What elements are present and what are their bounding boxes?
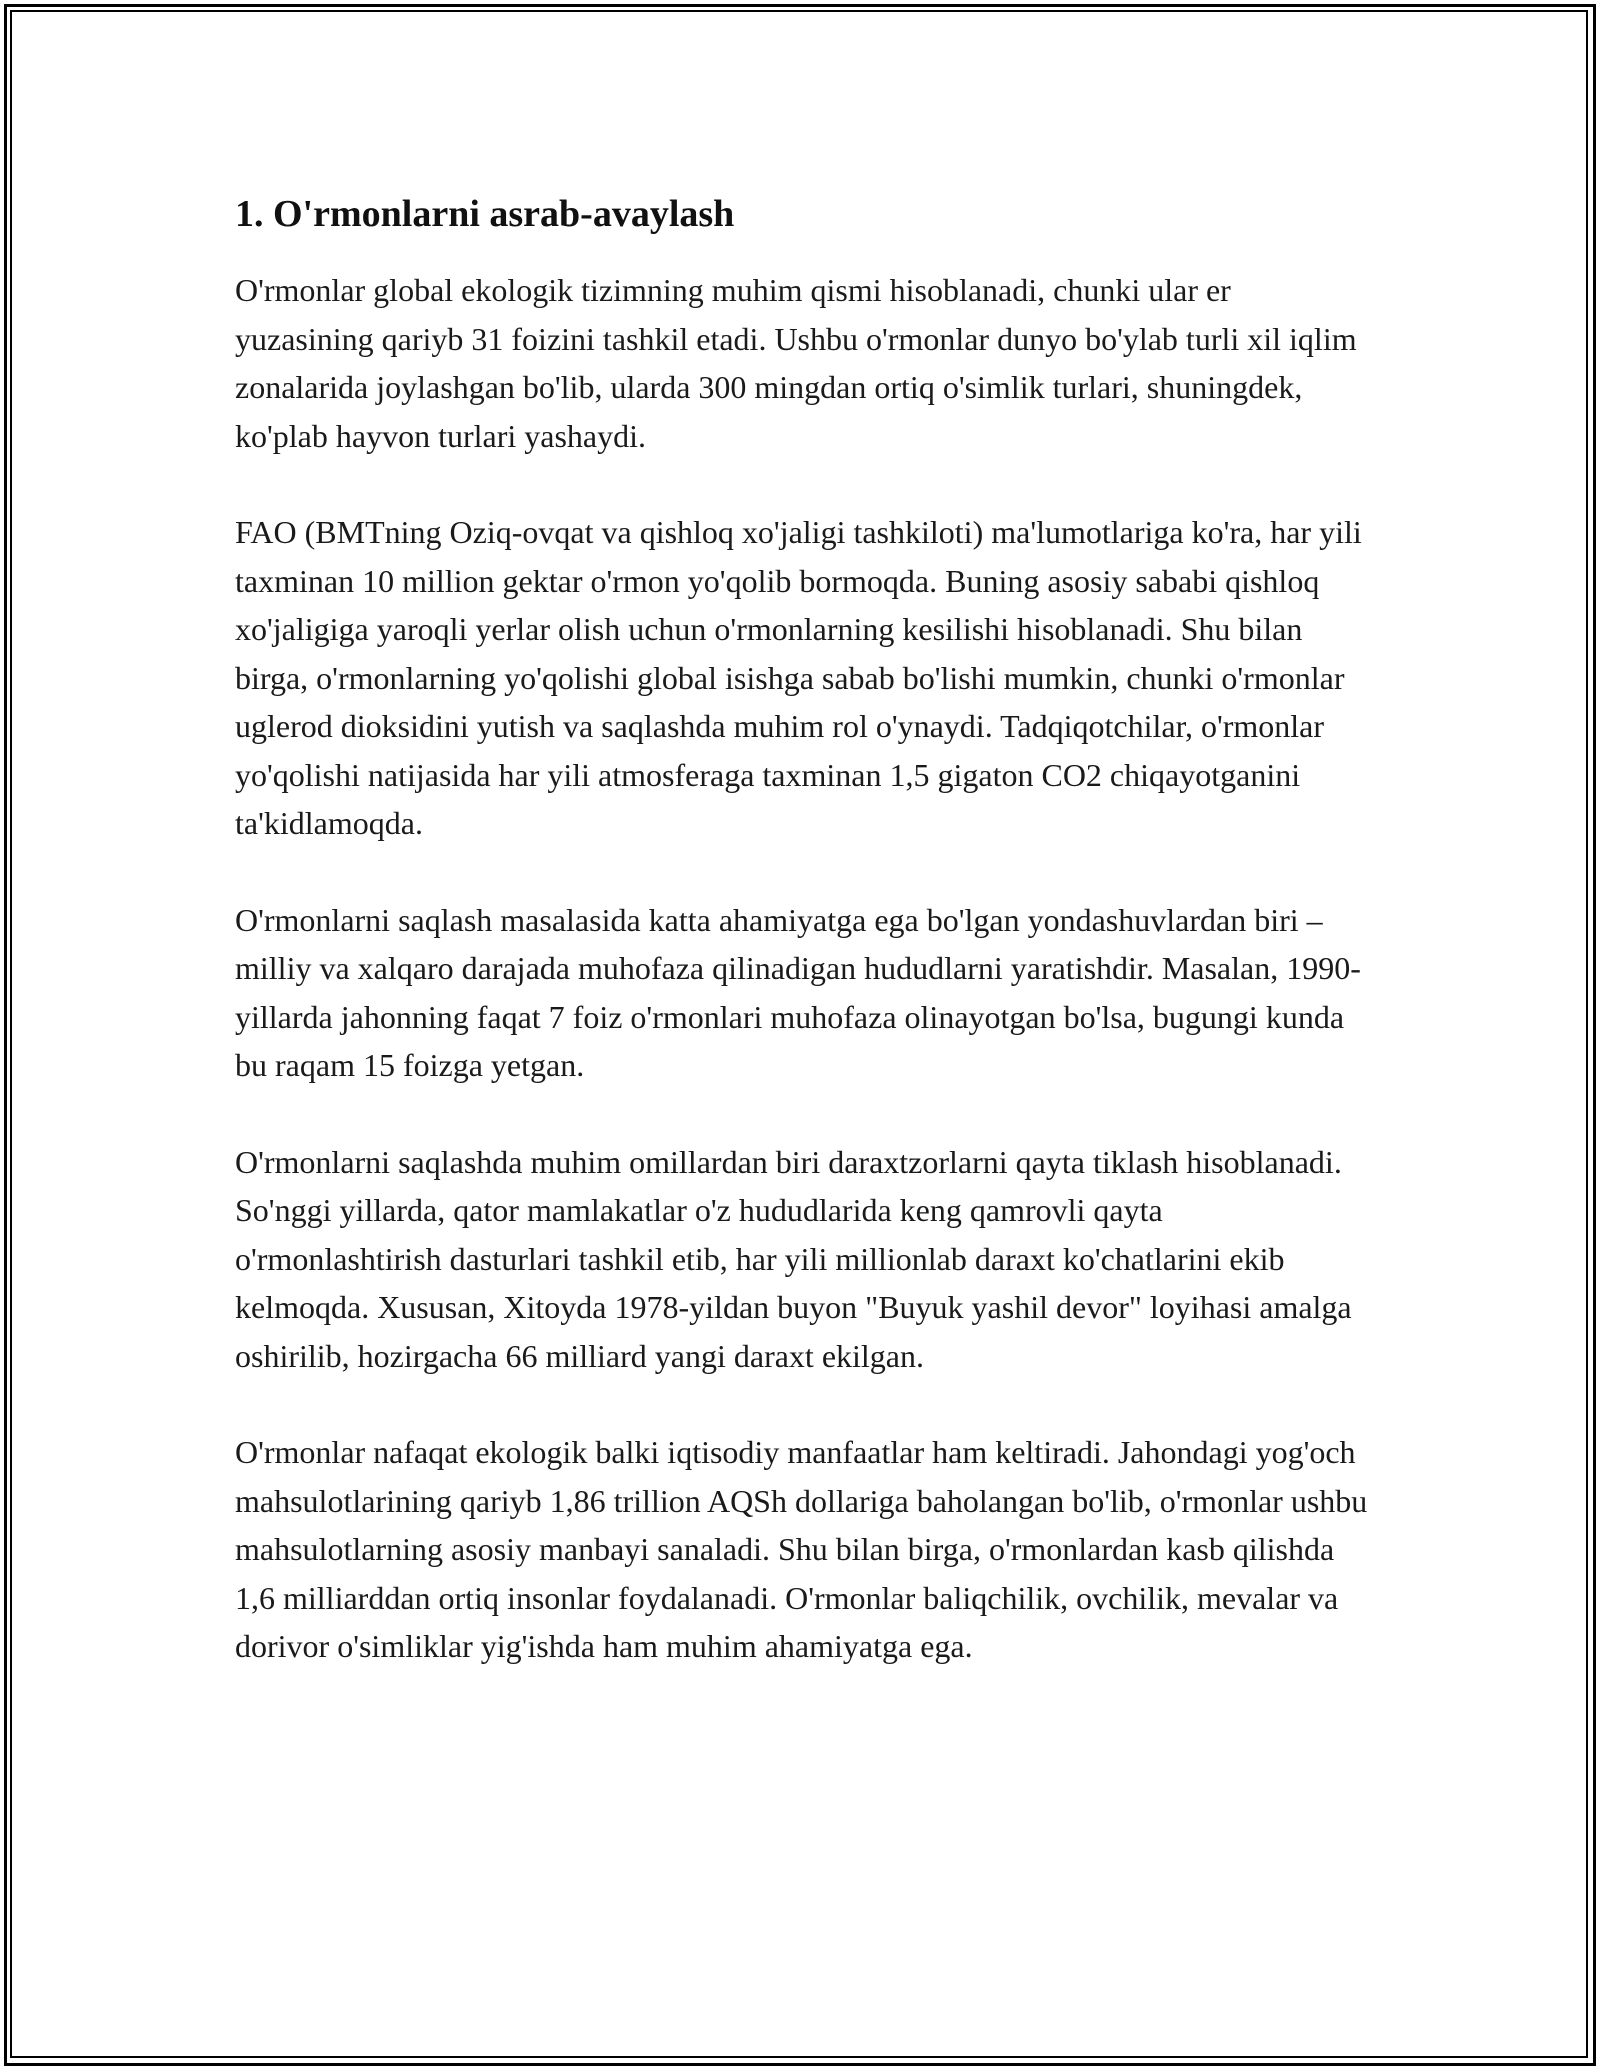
paragraph-4: O'rmonlarni saqlashda muhim omillardan biri daraxtzorlarni qayta tiklash hisoblanadi. So'nggi yillarda, qator mamlakatlar o'z hududlarida keng qamrovli qayta o'rmonlashtirish dasturlari tashkil etib, har yili millionlab daraxt ko'chatlarini ekib kelmoqda. Xususan, Xitoyda 1978-yildan buyon "Buyuk yashil devor" loyihasi amalga oshirilib, hozirgacha 66 milliard yangi daraxt ekilgan. <box>235 1143 1352 1374</box>
paragraph-2: FAO (BMTning Oziq-ovqat va qishloq xo'jaligi tashkiloti) ma'lumotlariga ko'ra, har yili taxminan 10 million gektar o'rmon yo'qolib bormoqda. Buning asosiy sababi qishloq xo'jaligiga yaroqli yerlar olish uchun o'rmonlarning kesilishi hisoblanadi. Shu bilan birga, o'rmonlarning yo'qolishi global isishga sabab bo'lishi mumkin, chunki o'rmonlar uglerod dioksidini yutish va saqlashda muhim rol o'ynaydi. Tadqiqotchilar, o'rmonlar yo'qolishi natijasida har yili atmosferaga taxminan 1,5 gigaton CO2 chiqayotganini ta'kidlamoqda. <box>235 514 1362 841</box>
paragraph-3: O'rmonlarni saqlash masalasida katta ahamiyatga ega bo'lgan yondashuvlardan biri – milliy va xalqaro darajada muhofaza qilinadigan hududlarni yaratishdir. Masalan, 1990-yillarda jahonning faqat 7 foiz o'rmonlari muhofaza olinayotgan bo'lsa, bugungi kunda bu raqam 15 foizga yetgan. <box>235 901 1361 1083</box>
paragraph-5: O'rmonlar nafaqat ekologik balki iqtisodiy manfaatlar ham keltiradi. Jahondagi yog'och mahsulotlarining qariyb 1,86 trillion AQSh dollariga baholangan bo'lib, o'rmonlar ushbu mahsulotlarning asosiy manbayi sanaladi. Shu bilan birga, o'rmonlardan kasb qilishda 1,6 milliarddan ortiq insonlar foydalanadi. O'rmonlar baliqchilik, ovchilik, mevalar va dorivor o'simliklar yig'ishda ham muhim ahamiyatga ega. <box>235 1434 1368 1664</box>
document-body <box>235 188 1375 1719</box>
section-heading: 1. O'rmonlarni asrab-avaylash <box>235 193 735 235</box>
paragraph-1: O'rmonlar global ekologik tizimning muhim qismi hisoblanadi, chunki ular er yuzasining qariyb 31 foizini tashkil etadi. Ushbu o'rmonlar dunyo bo'ylab turli xil iqlim zonalarida joylashgan bo'lib, ularda 300 mingdan ortiq o'simlik turlari, shuningdek, ko'plab hayvon turlari yashaydi. <box>235 272 1357 454</box>
